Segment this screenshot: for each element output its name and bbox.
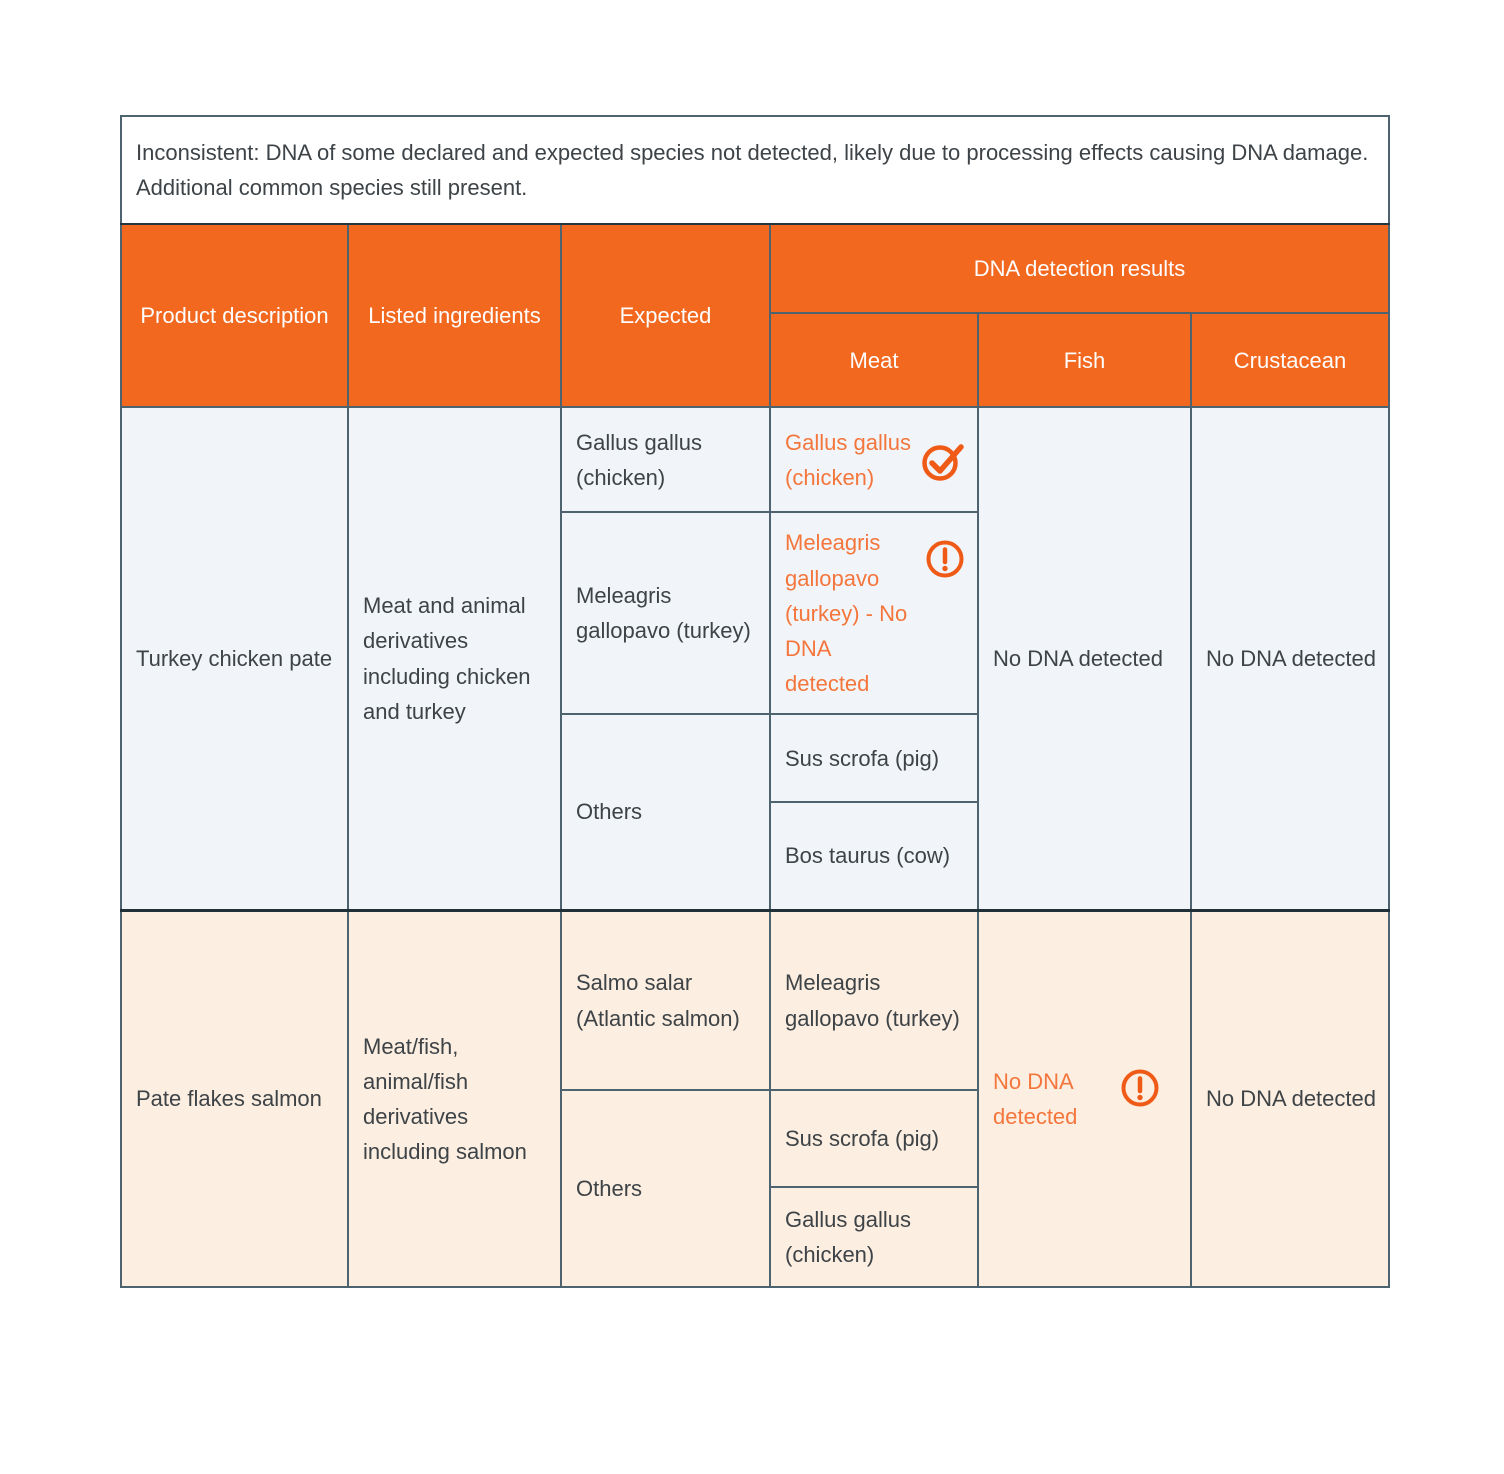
alert-circle-icon (925, 539, 965, 579)
column-header-product-description: Product description (121, 224, 348, 407)
cell-ingredients-turkey-chicken-pate: Meat and animal derivatives including chicken and turkey (348, 407, 561, 910)
fish-result-label: No DNA detected (993, 1068, 1078, 1130)
cell-meat-meleagris: Meleagris gallopavo (turkey) (770, 910, 978, 1090)
column-header-fish: Fish (978, 313, 1191, 407)
column-header-crustacean: Crustacean (1191, 313, 1389, 407)
cell-meat-gallus-gallus: Gallus gallus (chicken) (770, 1187, 978, 1287)
cell-expected-meleagris: Meleagris gallopavo (turkey) (561, 512, 770, 714)
column-header-meat: Meat (770, 313, 978, 407)
cell-expected-gallus-gallus: Gallus gallus (chicken) (561, 407, 770, 512)
meat-result-label: Gallus gallus (chicken) (785, 429, 911, 490)
cell-fish-no-dna: No DNA detected (978, 407, 1191, 910)
header-row-top (121, 224, 1389, 313)
cell-meat-gallus-gallus-detected (770, 407, 978, 512)
column-header-expected: Expected (561, 224, 770, 407)
column-header-listed-ingredients: Listed ingredients (348, 224, 561, 407)
cell-expected-salmo-salar: Salmo salar (Atlantic salmon) (561, 910, 770, 1090)
cell-expected-others: Others (561, 714, 770, 910)
alert-circle-icon (1120, 1068, 1160, 1108)
cell-meat-bos-taurus: Bos taurus (cow) (770, 802, 978, 910)
cell-ingredients-pate-flakes-salmon: Meat/fish, animal/fish derivatives including salmon (348, 910, 561, 1287)
meat-result-label: Meleagris gallopavo (turkey) - No DNA detected (785, 530, 908, 697)
dna-results-table (120, 115, 1390, 1288)
cell-meat-meleagris-not-detected (770, 512, 978, 714)
cell-crustacean-no-dna: No DNA detected (1191, 910, 1389, 1287)
cell-product-pate-flakes-salmon: Pate flakes salmon (121, 910, 348, 1287)
cell-crustacean-no-dna: No DNA detected (1191, 407, 1389, 910)
cell-product-turkey-chicken-pate: Turkey chicken pate (121, 407, 348, 910)
caption-row (121, 116, 1389, 224)
table-row (121, 407, 1389, 512)
column-header-dna-detection-results: DNA detection results (770, 224, 1389, 313)
table-row (121, 910, 1389, 1090)
report-table-container (120, 115, 1388, 1288)
cell-meat-sus-scrofa: Sus scrofa (pig) (770, 714, 978, 802)
table-caption: Inconsistent: DNA of some declared and expected species not detected, likely due to processing effects causing DNA damage. Additional common species still present. (121, 116, 1389, 224)
check-circle-icon (921, 438, 965, 482)
cell-fish-no-dna-warning (978, 910, 1191, 1287)
cell-meat-sus-scrofa: Sus scrofa (pig) (770, 1090, 978, 1187)
cell-expected-others: Others (561, 1090, 770, 1287)
